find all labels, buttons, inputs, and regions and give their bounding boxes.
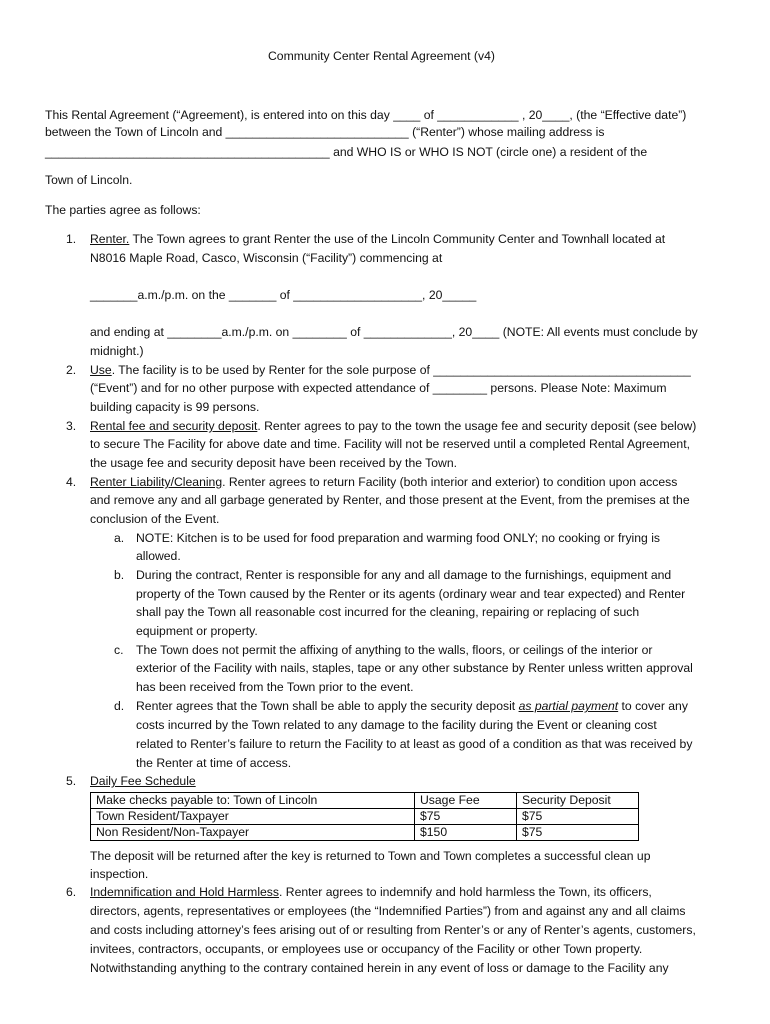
section-6-line-3: and costs including attorney’s fees arising out of or resulting from Renter’s or any of Renter’s agents, customers, [90, 923, 696, 937]
section-2-heading: Use [90, 363, 112, 377]
section-1-text: The Town agrees to grant Renter the use of the Lincoln Community Center and Townhall located at [129, 232, 666, 246]
intro-line-1: This Rental Agreement (“Agreement), is entered into on this day ____ of ____________ , 20____, (the “Effective date”) [45, 108, 687, 122]
fee-schedule-table [90, 792, 639, 841]
section-4-line-1 [90, 475, 677, 490]
section-3-heading: Rental fee and security deposit [90, 419, 258, 433]
item-4b-line-1: During the contract, Renter is responsible for any and all damage to the furnishings, equipment and [136, 568, 672, 582]
section-5-heading: Daily Fee Schedule [90, 774, 196, 788]
section-2-line-2: (“Event”) and for no other purpose with expected attendance of ________ persons. Please Note: Maximum [90, 381, 667, 395]
section-5-number: 5. [66, 774, 77, 788]
section-3-line-3: the usage fee and security deposit have been received by the Town. [90, 456, 457, 470]
section-4-line-2: and remove any and all garbage generated by Renter, and those present at the Event, from the premises at the [90, 493, 690, 507]
item-4d-line-1 [136, 699, 688, 714]
section-3-number: 3. [66, 419, 77, 433]
item-4c-line-3: has been received from the Town prior to the event. [136, 680, 414, 694]
item-4c-line-2: exterior of the Facility with nails, staples, tape or any other substance by Renter unless written approval [136, 661, 693, 675]
fee-table-header-usage: Usage Fee [415, 793, 517, 809]
table-row [91, 825, 639, 841]
item-4d-line-3: related to Renter’s failure to return the Facility to at least as good of a condition as that was received by [136, 737, 693, 751]
section-2-line-1 [90, 363, 691, 378]
section-4-text: . Renter agrees to return Facility (both interior and exterior) to condition upon access [222, 475, 678, 489]
section-6-number: 6. [66, 885, 77, 899]
section-6-line-1 [90, 885, 652, 900]
section-1-line-1 [90, 232, 665, 247]
document-title: Community Center Rental Agreement (v4) [268, 49, 495, 63]
item-4d-line-4: the Renter at time of access. [136, 756, 292, 770]
section-4-number: 4. [66, 475, 77, 489]
item-4d-line-2: costs incurred by the Town related to any damage to the facility during the Event or cleaning cost [136, 718, 657, 732]
section-4-line-3: conclusion of the Event. [90, 512, 220, 526]
item-4c-marker: c. [114, 643, 124, 657]
section-1-end-date-blanks: and ending at ________a.m./p.m. on ________ of _____________, 20____ (NOTE: All events must conclude by [90, 325, 698, 339]
fee-table-cell: $75 [517, 809, 639, 825]
section-6-line-5: Notwithstanding anything to the contrary contained herein in any event of loss or damage to the Facility any [90, 961, 669, 975]
intro-line-3: __________________________________________ and WHO IS or WHO IS NOT (circle one) a resident of the [45, 145, 648, 159]
section-2-line-3: building capacity is 99 persons. [90, 400, 260, 414]
intro-line-4: Town of Lincoln. [45, 173, 133, 187]
fee-table-header-deposit: Security Deposit [517, 793, 639, 809]
item-4d-text-c: to cover any [618, 699, 688, 713]
parties-statement: The parties agree as follows: [45, 203, 201, 217]
item-4b-marker: b. [114, 568, 125, 582]
intro-line-2: between the Town of Lincoln and ___________________________ (“Renter”) whose mailing address is [45, 125, 605, 139]
section-3-line-1 [90, 419, 696, 434]
table-row [91, 809, 639, 825]
fee-table-cell: $150 [415, 825, 517, 841]
item-4a-line-2: allowed. [136, 549, 181, 563]
section-1-line-5: midnight.) [90, 344, 144, 358]
section-5-line-1: The deposit will be returned after the key is returned to Town and Town completes a successful clean up [90, 849, 651, 863]
section-2-number: 2. [66, 363, 77, 377]
fee-table-cell: Non Resident/Non-Taxpayer [91, 825, 415, 841]
section-3-line-2: to secure The Facility for above date and time. Facility will not be reserved until a completed Rental Agreement, [90, 437, 690, 451]
section-6-heading: Indemnification and Hold Harmless [90, 885, 279, 899]
section-6-text: . Renter agrees to indemnify and hold harmless the Town, its officers, [279, 885, 652, 899]
fee-table-cell: $75 [415, 809, 517, 825]
item-4b-line-2: property of the Town caused by the Renter or its agents (ordinary wear and tear expected) and Renter [136, 587, 686, 601]
section-6-line-2: directors, agents, representatives or employees (the “Indemnified Parties”) from and against any and all claims [90, 904, 686, 918]
item-4d-text-a: Renter agrees that the Town shall be able to apply the security deposit [136, 699, 519, 713]
section-3-text: . Renter agrees to pay to the town the usage fee and security deposit (see below) [257, 419, 697, 433]
section-5-line-2: inspection. [90, 867, 149, 881]
fee-table-header-row [91, 793, 639, 809]
fee-table-cell: Town Resident/Taxpayer [91, 809, 415, 825]
section-4-heading: Renter Liability/Cleaning [90, 475, 223, 489]
item-4b-line-4: equipment or property. [136, 624, 258, 638]
partial-payment-emphasis: as partial payment [518, 699, 619, 713]
item-4d-marker: d. [114, 699, 125, 713]
item-4b-line-3: shall pay the Town all reasonable cost incurred for the cleaning, repairing or replacing of such [136, 605, 640, 619]
fee-table-header-payable: Make checks payable to: Town of Lincoln [91, 793, 415, 809]
section-6-line-4: invitees, contractors, occupants, or employees use or occupancy of the Facility or other Town property. [90, 942, 643, 956]
section-2-text: . The facility is to be used by Renter for the sole purpose of ______________________________________ [111, 363, 691, 377]
fee-table-cell: $75 [517, 825, 639, 841]
item-4c-line-1: The Town does not permit the affixing of anything to the walls, floors, or ceilings of the interior or [136, 643, 653, 657]
item-4a-marker: a. [114, 531, 125, 545]
section-1-line-2: N8016 Maple Road, Casco, Wisconsin (“Facility”) commencing at [90, 251, 443, 265]
section-1-number: 1. [66, 232, 77, 246]
section-1-start-date-blanks: _______a.m./p.m. on the _______ of ___________________, 20_____ [90, 288, 477, 302]
item-4a-line-1: NOTE: Kitchen is to be used for food preparation and warming food ONLY; no cooking or frying is [136, 531, 660, 545]
section-1-heading: Renter. [90, 232, 130, 246]
